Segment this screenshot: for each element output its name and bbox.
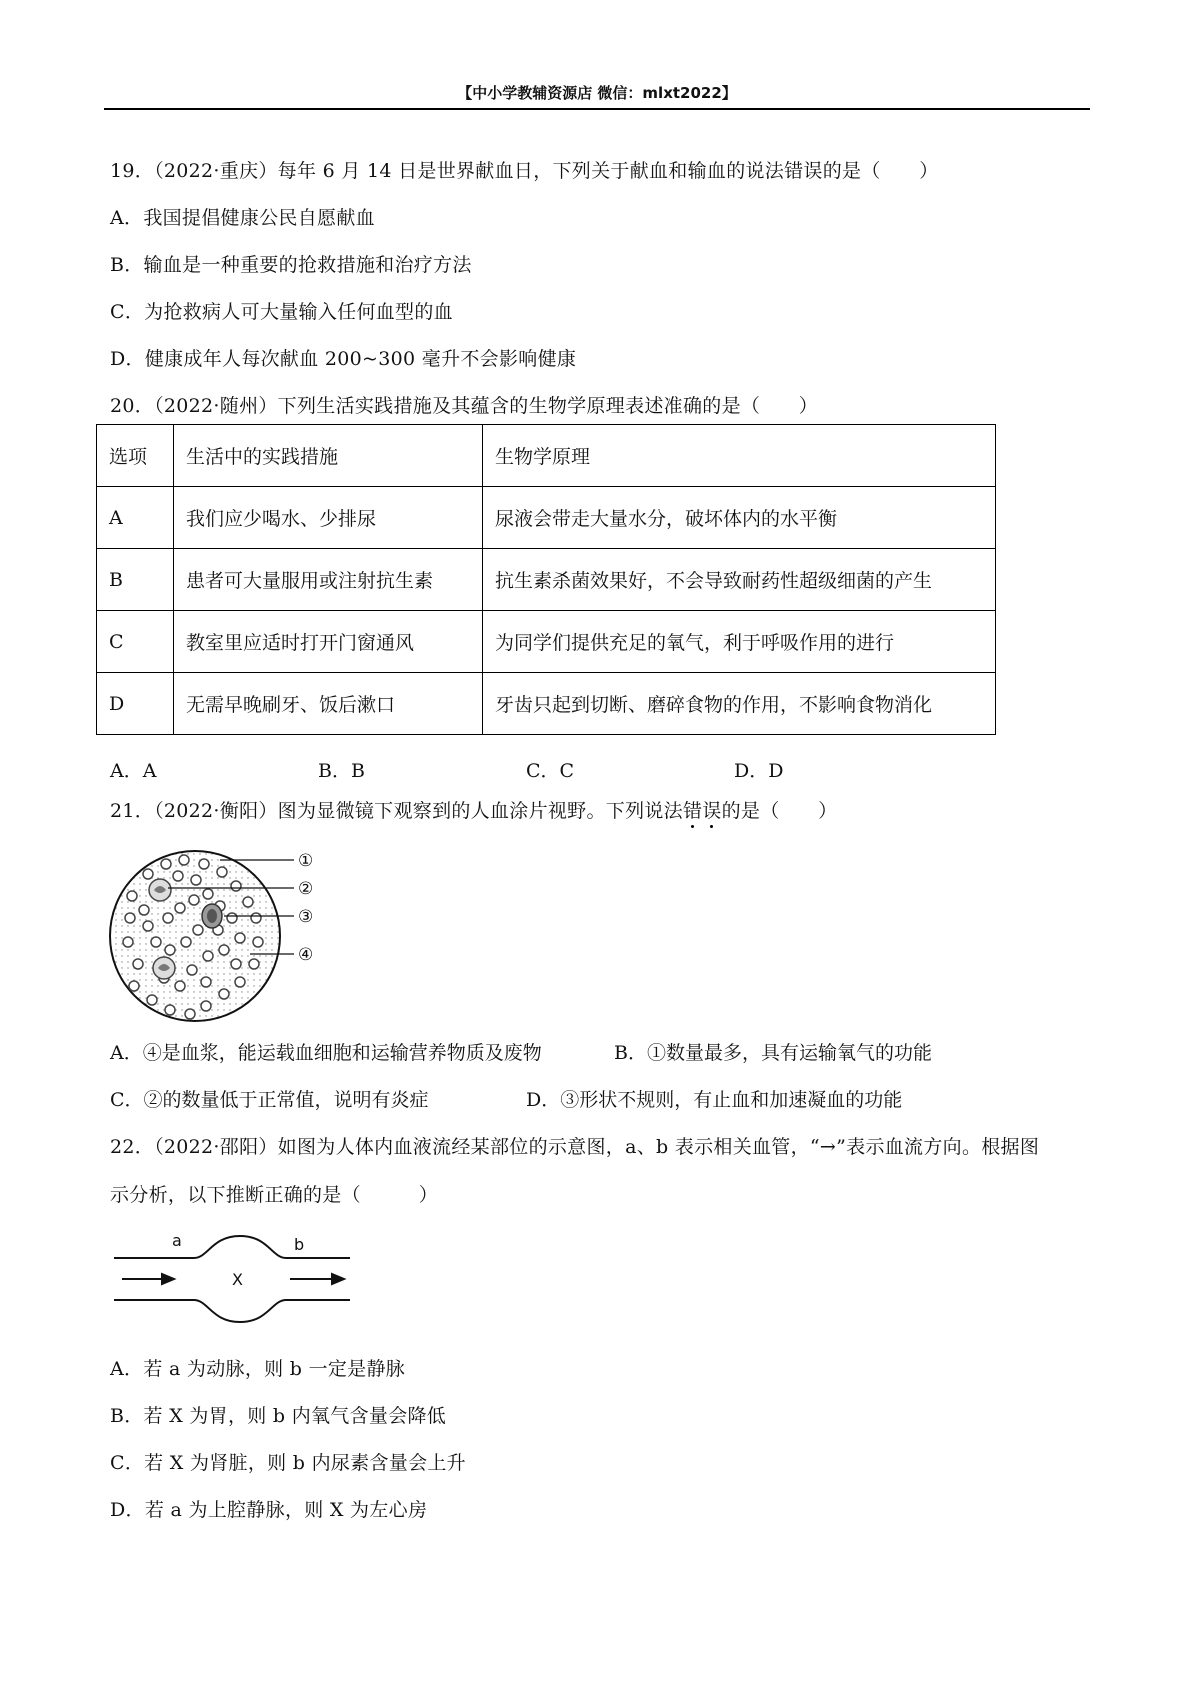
q19-stem: 19．（2022·重庆）每年 6 月 14 日是世界献血日，下列关于献血和输血的说法错误的是（ ） xyxy=(110,160,939,182)
table-cell: D xyxy=(97,673,174,735)
table-row xyxy=(97,673,996,735)
arrow-right-icon xyxy=(162,1274,174,1284)
q22-stem-line1: 22．（2022·邵阳）如图为人体内血液流经某部位的示意图，a、b 表示相关血管，“→”表示血流方向。根据图 xyxy=(110,1136,1040,1158)
table-row xyxy=(97,611,996,673)
label-x: X xyxy=(232,1270,243,1289)
q22-stem-line2: 示分析，以下推断正确的是（ ） xyxy=(110,1184,439,1206)
q20-option-a: A．A xyxy=(110,760,157,782)
table-cell: 我们应少喝水、少排尿 xyxy=(174,487,483,549)
q20-option-c: C．C xyxy=(526,760,575,782)
label-4: ④ xyxy=(298,945,314,965)
q19-option-c: C．为抢救病人可大量输入任何血型的血 xyxy=(110,301,453,323)
q19-option-a: A．我国提倡健康公民自愿献血 xyxy=(110,207,375,229)
table-cell: 牙齿只起到切断、磨碎食物的作用，不影响食物消化 xyxy=(483,673,996,735)
table-cell: 患者可大量服用或注射抗生素 xyxy=(174,549,483,611)
q21-option-c: C．②的数量低于正常值，说明有炎症 xyxy=(110,1089,429,1111)
table-cell: C xyxy=(97,611,174,673)
table-header-row xyxy=(97,425,996,487)
table-cell: A xyxy=(97,487,174,549)
page-header: 【中小学教辅资源店 微信：mlxt2022】 xyxy=(457,84,737,102)
table-header-cell: 生物学原理 xyxy=(483,425,996,487)
q20-stem: 20．（2022·随州）下列生活实践措施及其蕴含的生物学原理表述准确的是（ ） xyxy=(110,395,819,417)
table-row xyxy=(97,549,996,611)
q22-option-c: C．若 X 为肾脏，则 b 内尿素含量会上升 xyxy=(110,1452,466,1474)
q20-option-d: D．D xyxy=(734,760,784,782)
q21-emphasis-char: 误 xyxy=(702,800,722,822)
q22-option-b: B．若 X 为胃，则 b 内氧气含量会降低 xyxy=(110,1405,447,1427)
label-a: a xyxy=(172,1231,182,1250)
q21-stem-text: 21．（2022·衡阳）图为显微镜下观察到的人血涂片视野。下列说法 xyxy=(110,800,683,822)
q22-option-a: A．若 a 为动脉，则 b 一定是静脉 xyxy=(110,1358,406,1380)
arrow-right-icon xyxy=(332,1274,344,1284)
table-cell: 无需早晚刷牙、饭后漱口 xyxy=(174,673,483,735)
table-cell: 抗生素杀菌效果好，不会导致耐药性超级细菌的产生 xyxy=(483,549,996,611)
q20-option-b: B．B xyxy=(318,760,365,782)
label-1: ① xyxy=(298,851,314,871)
q21-stem xyxy=(110,796,837,823)
q19-option-d: D．健康成年人每次献血 200~300 毫升不会影响健康 xyxy=(110,348,577,370)
table-header-cell: 生活中的实践措施 xyxy=(174,425,483,487)
label-b: b xyxy=(294,1235,305,1254)
q21-stem-text: 的是（ ） xyxy=(721,800,838,822)
table-cell: 教室里应适时打开门窗通风 xyxy=(174,611,483,673)
label-2: ② xyxy=(298,879,314,899)
table-cell: B xyxy=(97,549,174,611)
q21-option-b: B．①数量最多，具有运输氧气的功能 xyxy=(614,1042,932,1064)
q19-option-b: B．输血是一种重要的抢救措施和治疗方法 xyxy=(110,254,472,276)
q22-option-d: D．若 a 为上腔静脉，则 X 为左心房 xyxy=(110,1499,428,1521)
blood-smear-figure xyxy=(108,846,340,1026)
table-cell: 尿液会带走大量水分，破坏体内的水平衡 xyxy=(483,487,996,549)
table-header-cell: 选项 xyxy=(97,425,174,487)
q21-option-a: A．④是血浆，能运载血细胞和运输营养物质及废物 xyxy=(110,1042,542,1064)
q21-option-d: D．③形状不规则，有止血和加速凝血的功能 xyxy=(526,1089,903,1111)
header-rule xyxy=(104,108,1090,110)
table-cell: 为同学们提供充足的氧气，利于呼吸作用的进行 xyxy=(483,611,996,673)
q20-table xyxy=(96,424,996,735)
q21-emphasis-char: 错 xyxy=(682,800,703,822)
blood-flow-diagram xyxy=(112,1228,362,1328)
label-3: ③ xyxy=(298,907,314,927)
table-row xyxy=(97,487,996,549)
